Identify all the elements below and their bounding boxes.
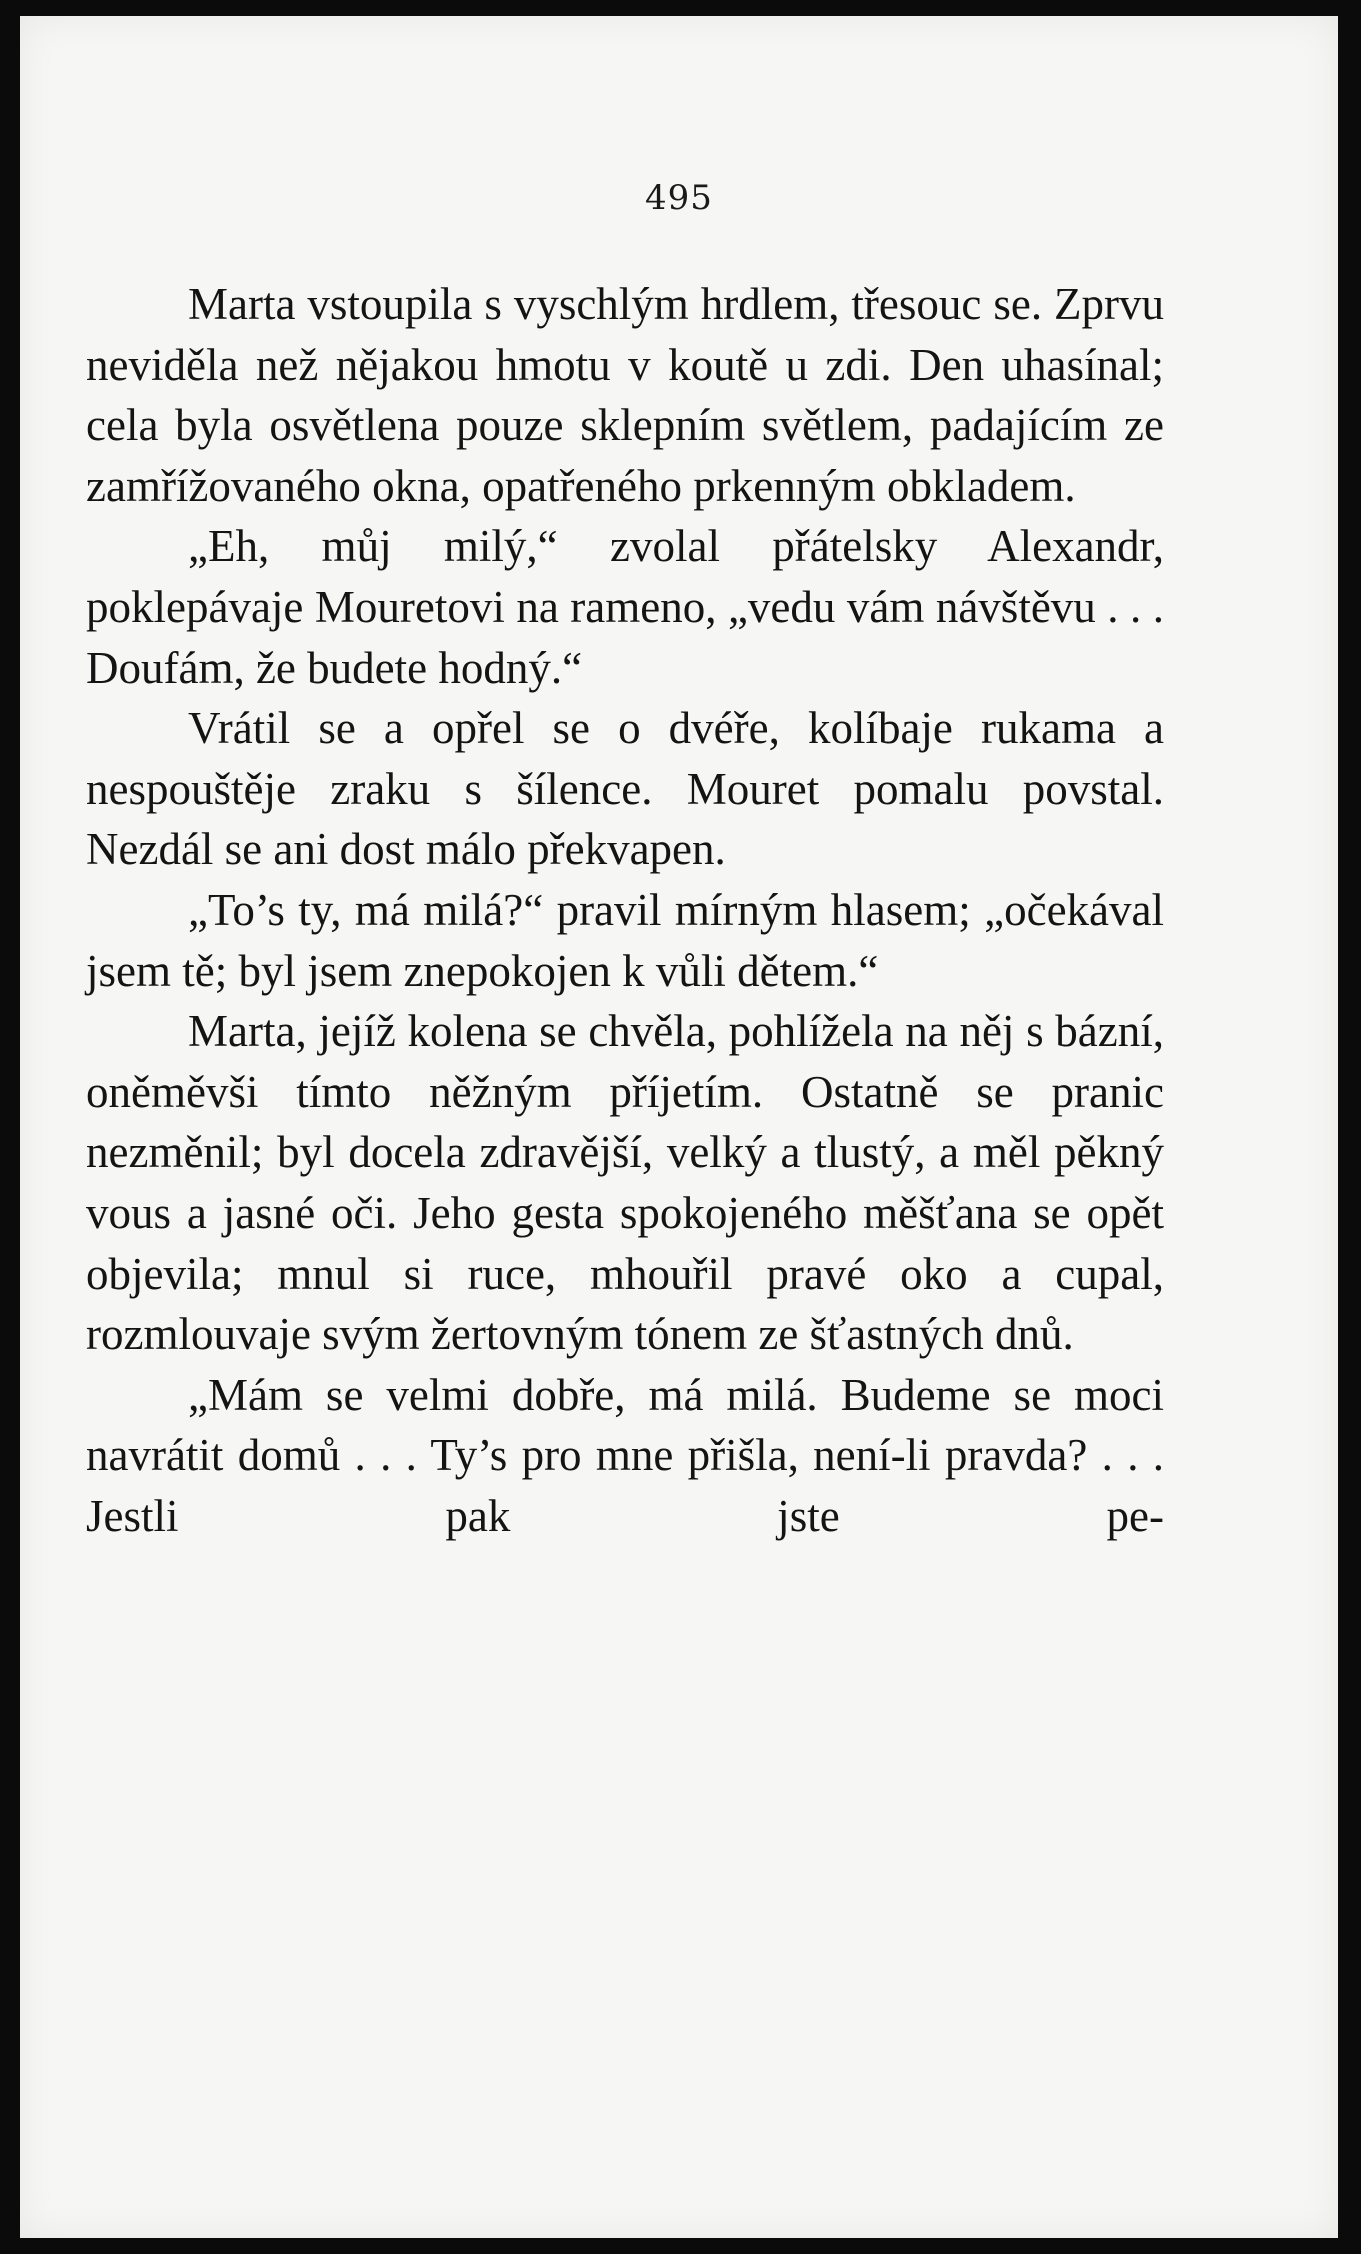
body-text bbox=[86, 274, 1164, 1546]
page-number: 495 bbox=[645, 178, 713, 218]
book-page bbox=[20, 16, 1338, 2238]
paragraph: „Eh, můj milý,“ zvolal přátelsky Alexandr, poklepávaje Mouretovi na rameno, „vedu vám návštěvu . . . Doufám, že budete hodný.“ bbox=[86, 521, 1164, 693]
paragraph: Marta, jejíž kolena se chvěla, pohlížela na něj s bázní, oněměvši tímto něžným příjetím. Ostatně se pranic nezměnil; byl docela zdravější, velký a tlustý, a měl pěkný vous a jasné oči. Jeho gesta spokojeného měšťana se opět objevila; mnul si ruce, mhouřil pravé oko a cupal, rozmlouvaje svým žertovným tónem ze šťastných dnů. bbox=[86, 1006, 1164, 1360]
paragraph: „Mám se velmi dobře, má milá. Budeme se moci navrátit domů . . . Ty’s pro mne přišla, není-li pravda? . . . Jestli pak jste pe- bbox=[86, 1369, 1164, 1541]
paragraph: Marta vstoupila s vyschlým hrdlem, třesouc se. Zprvu neviděla než nějakou hmotu v koutě u zdi. Den uhasínal; cela byla osvětlena pouze sklepním světlem, padajícím ze zamřížovaného okna, opatřeného prkenným obkladem. bbox=[86, 279, 1164, 511]
paragraph: „To’s ty, má milá?“ pravil mírným hlasem; „očekával jsem tě; byl jsem znepokojen k vůli dětem.“ bbox=[86, 884, 1164, 996]
paragraph: Vrátil se a opřel se o dvéře, kolíbaje rukama a nespouštěje zraku s šílence. Mouret pomalu povstal. Nezdál se ani dost málo překvapen. bbox=[86, 703, 1164, 875]
